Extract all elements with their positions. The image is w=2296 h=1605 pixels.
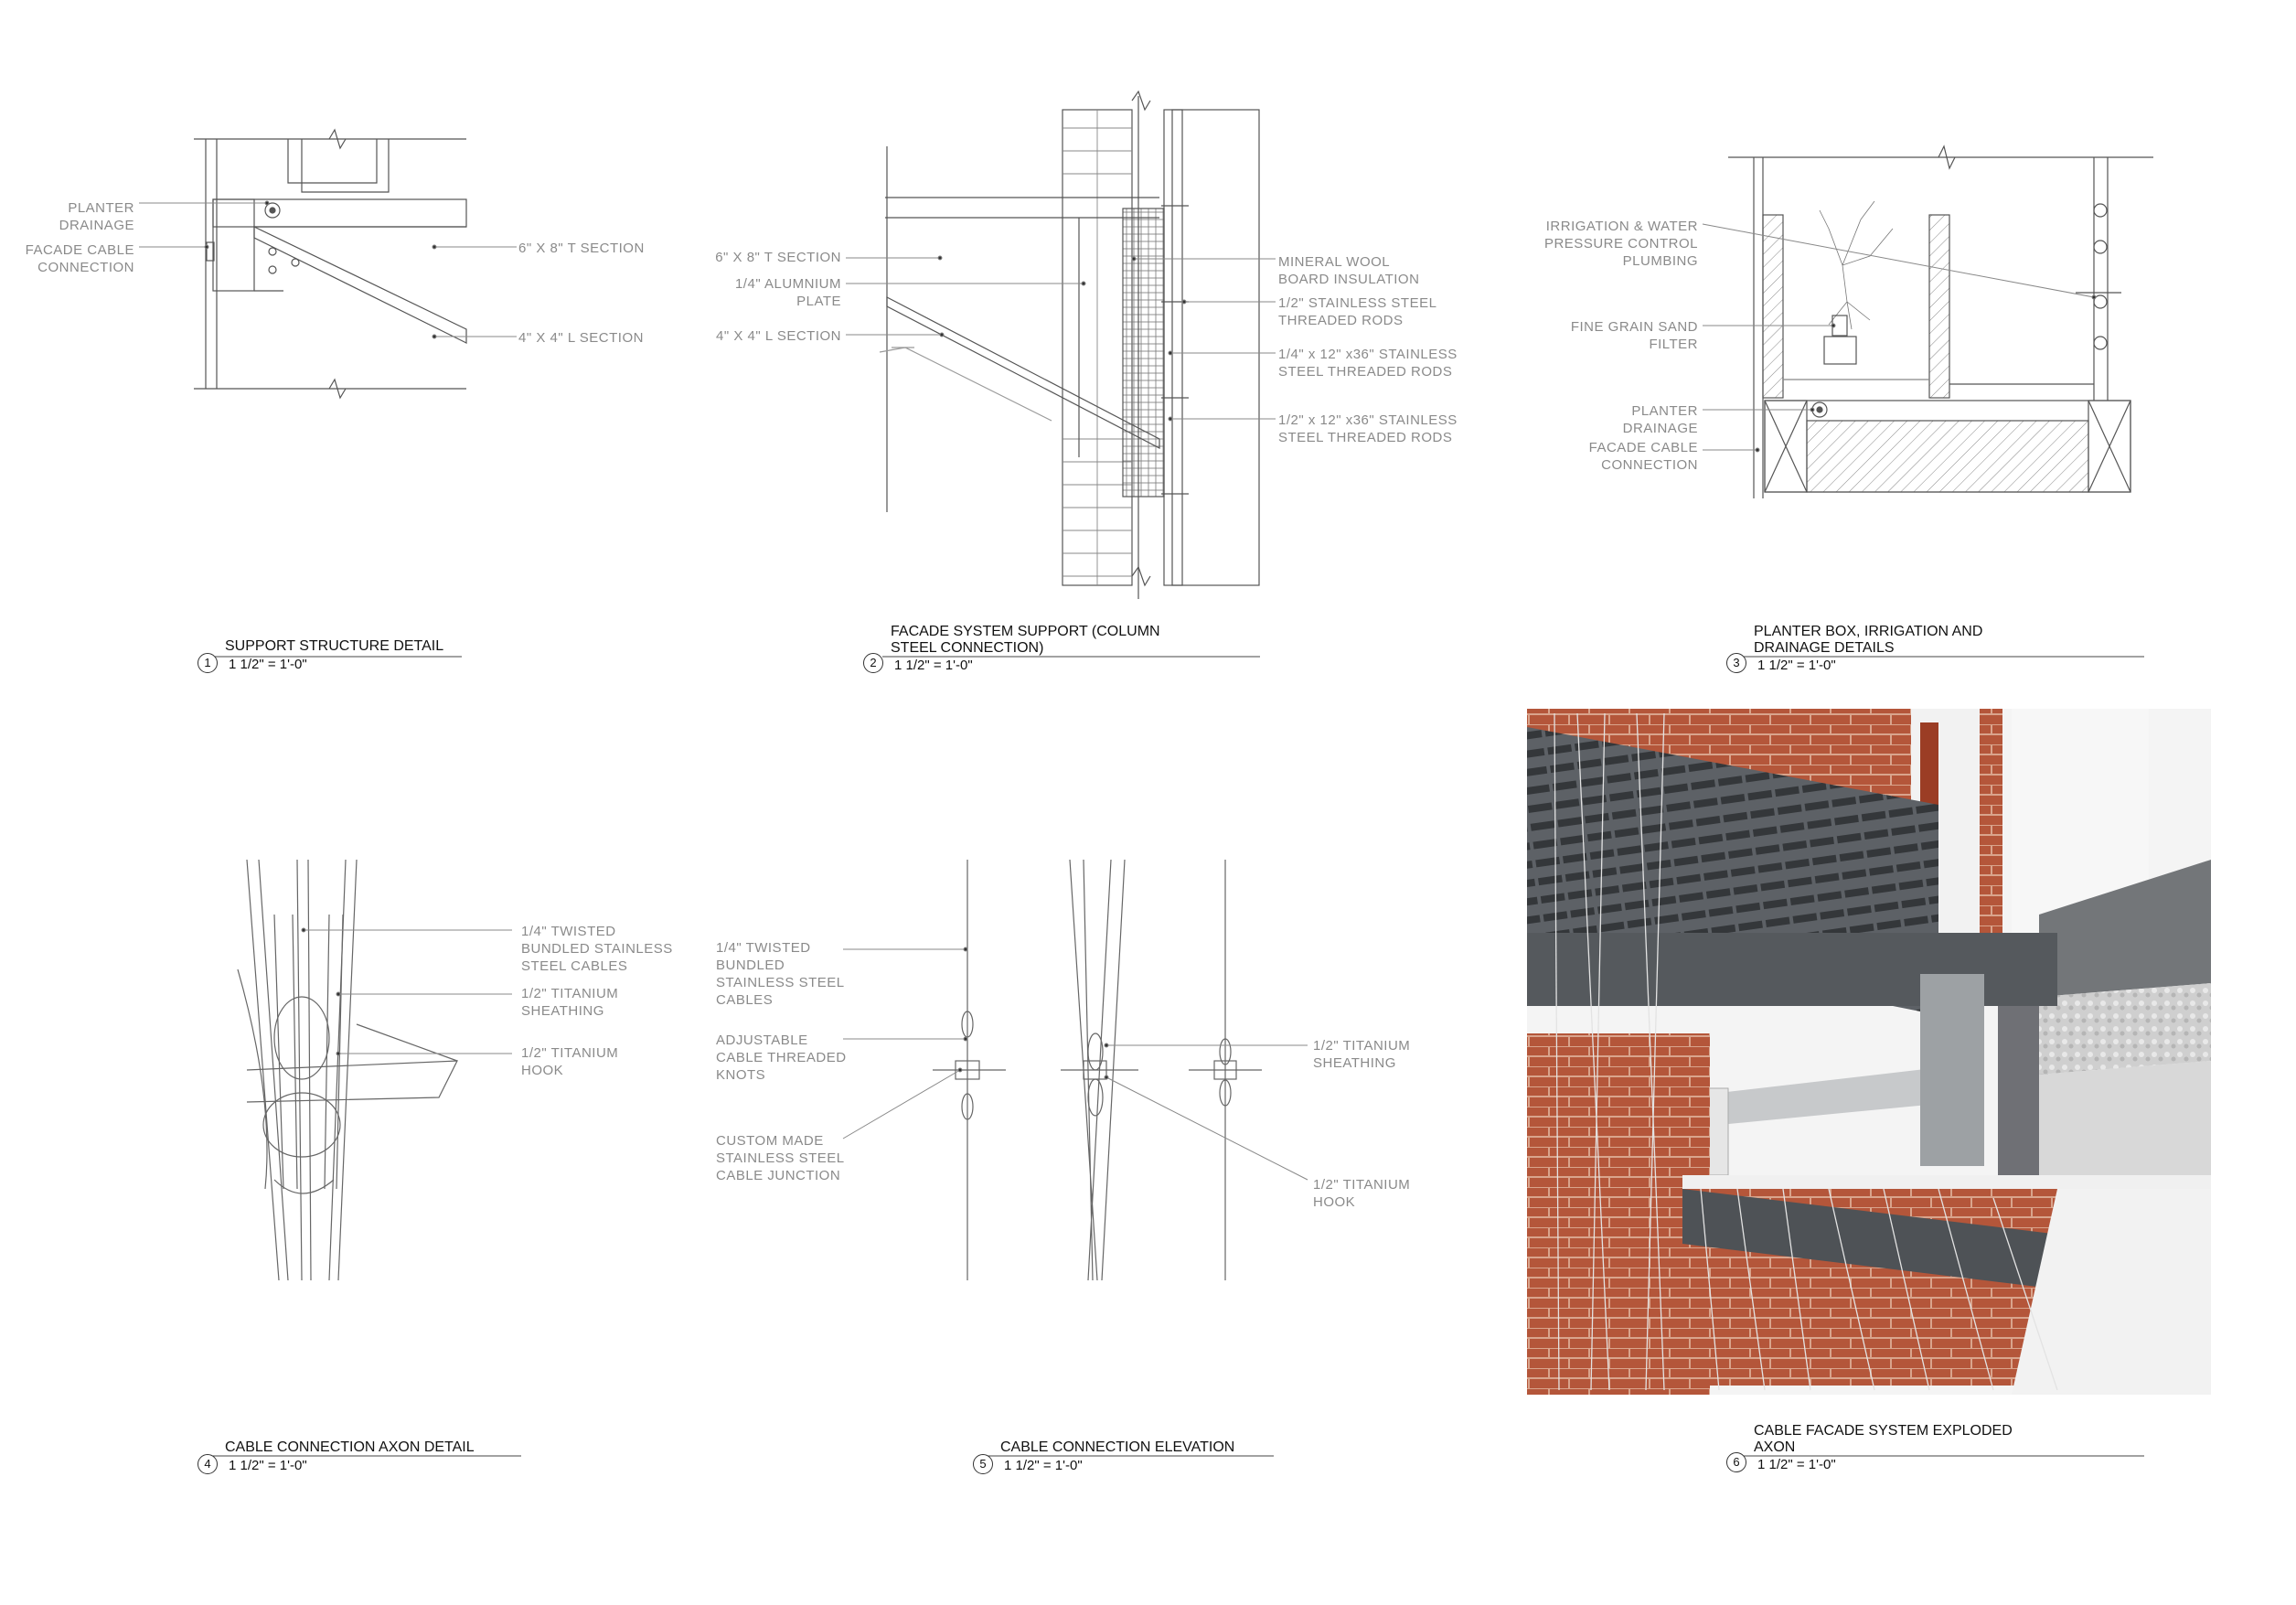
detail-title: PLANTER BOX, IRRIGATION AND DRAINAGE DETAILS (1754, 624, 1983, 656)
label-mineral-wool: MINERAL WOOL BOARD INSULATION (1278, 254, 1420, 287)
label-l-section-2: 4" X 4" L SECTION (716, 328, 841, 344)
label-sheathing-5: 1/2" TITANIUM SHEATHING (1313, 1038, 1411, 1071)
detail-4-drawing (238, 860, 457, 1280)
label-hook-4: 1/2" TITANIUM HOOK (521, 1045, 619, 1078)
detail-number: 6 (1726, 1452, 1746, 1472)
detail-scale: 1 1/2" = 1'-0" (894, 658, 973, 673)
label-twisted-cables-5: 1/4" TWISTED BUNDLED STAINLESS STEEL CABLES (716, 940, 845, 1008)
label-adjustable-knots: ADJUSTABLE CABLE THREADED KNOTS (716, 1033, 847, 1083)
detail-scale: 1 1/2" = 1'-0" (1004, 1458, 1083, 1473)
label-sand-filter: FINE GRAIN SAND FILTER (1570, 319, 1698, 352)
detail-number: 4 (198, 1454, 218, 1474)
label-l-section-1: 4" X 4" L SECTION (518, 330, 644, 346)
detail-scale: 1 1/2" = 1'-0" (1757, 1457, 1836, 1472)
detail-title: SUPPORT STRUCTURE DETAIL (225, 638, 444, 654)
detail-number: 2 (863, 653, 883, 673)
detail-number: 3 (1726, 653, 1746, 673)
detail-scale: 1 1/2" = 1'-0" (229, 1458, 307, 1473)
insulation-board (2039, 983, 2211, 1075)
detail-title: CABLE CONNECTION ELEVATION (1000, 1439, 1235, 1455)
detail-2-drawing (880, 91, 1259, 599)
label-t-section-1: 6" X 8" T SECTION (518, 241, 645, 256)
detail-title: CABLE FACADE SYSTEM EXPLODED AXON (1754, 1423, 2013, 1455)
detail-scale: 1 1/2" = 1'-0" (229, 657, 307, 672)
detail-1-drawing (194, 130, 466, 398)
label-facade-cable-connection-3: FACADE CABLE CONNECTION (1588, 440, 1698, 473)
detail-scale: 1 1/2" = 1'-0" (1757, 658, 1836, 673)
label-planter-drainage-1: PLANTER DRAINAGE (59, 200, 134, 233)
detail-3-drawing (1728, 146, 2153, 498)
detail-title: FACADE SYSTEM SUPPORT (COLUMN STEEL CONNECTION) (891, 624, 1160, 656)
label-threaded-rods-1: 1/2" STAINLESS STEEL THREADED RODS (1278, 295, 1437, 328)
label-facade-cable-connection-1: FACADE CABLE CONNECTION (25, 242, 134, 275)
label-t-section-2: 6" X 8" T SECTION (715, 250, 841, 265)
detail-5-drawing (933, 860, 1262, 1280)
detail-6-rendering (1527, 709, 2211, 1395)
label-custom-junction: CUSTOM MADE STAINLESS STEEL CABLE JUNCTION (716, 1133, 845, 1183)
label-hook-5: 1/2" TITANIUM HOOK (1313, 1177, 1411, 1210)
detail-number: 1 (198, 653, 218, 673)
detail-title: CABLE CONNECTION AXON DETAIL (225, 1439, 475, 1455)
label-threaded-rods-2: 1/4" x 12" x36" STAINLESS STEEL THREADED RODS (1278, 347, 1458, 380)
label-aluminium-plate: 1/4" ALUMNIUM PLATE (734, 276, 841, 309)
label-twisted-cables-4: 1/4" TWISTED BUNDLED STAINLESS STEEL CABLES (521, 924, 673, 974)
detail-number: 5 (973, 1454, 993, 1474)
label-sheathing-4: 1/2" TITANIUM SHEATHING (521, 986, 619, 1019)
label-planter-drainage-3: PLANTER DRAINAGE (1622, 403, 1698, 436)
label-irrigation: IRRIGATION & WATER PRESSURE CONTROL PLUMBING (1543, 219, 1698, 269)
label-threaded-rods-3: 1/2" x 12" x36" STAINLESS STEEL THREADED RODS (1278, 412, 1458, 445)
